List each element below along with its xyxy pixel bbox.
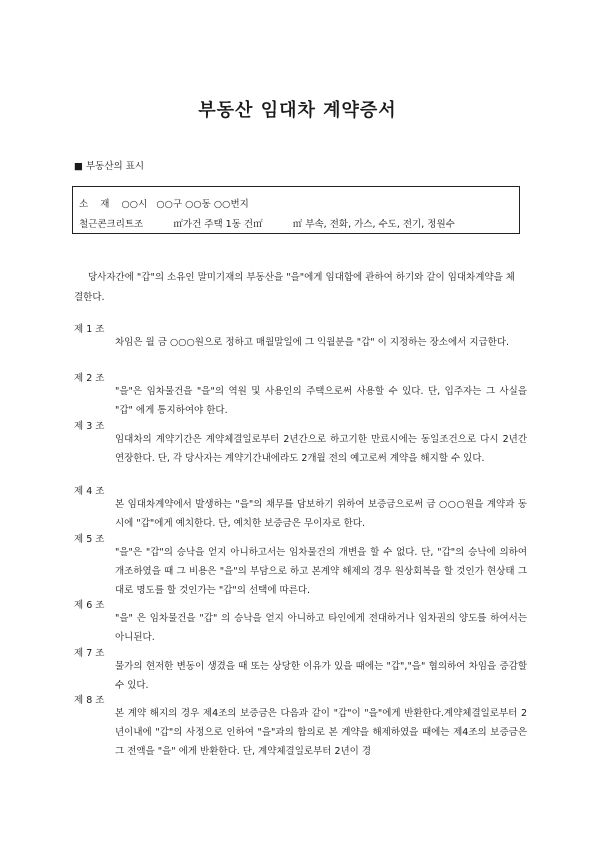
article-5-label: 제 5 조: [74, 534, 105, 545]
property-structure: 철근콘크리트조 ㎡가건 주택 1동 건㎡ ㎡ 부속, 전화, 가스, 수도, 전기, 정원수: [79, 219, 455, 230]
article-4-label: 제 4 조: [74, 486, 105, 497]
article-4-text: 본 임대차계약에서 발생하는 "을"의 채무를 담보하기 위하여 보증금으로써 금 ○○○원을 계약과 동시에 "갑"에게 예치한다. 단, 예치한 보증금은 무이자로 한다.: [115, 499, 527, 529]
property-location: 소 재 ○○시 ○○구 ○○동 ○○번지: [79, 199, 249, 210]
article-3-label: 제 3 조: [74, 421, 105, 432]
article-3-text: 임대차의 계약기간은 계약체결일로부터 2년간으로 하고기한 만료시에는 동일조건으로 다시 2년간 연장한다. 단, 각 당사자는 계약기간내에라도 2개월 전의 예고로써 계약을 해지할 수 있다.: [115, 434, 527, 464]
article-8-label: 제 8 조: [74, 695, 105, 706]
article-1-text: 차임은 월 금 ○○○원으로 정하고 매월말일에 그 익월분을 "갑" 이 지정하는 장소에서 지급한다.: [115, 337, 510, 348]
article-2-label: 제 2 조: [74, 373, 105, 384]
section-heading: ■ 부동산의 표시: [74, 161, 145, 172]
contract-intro: 당사자간에 "갑"의 소유인 말미기재의 부동산을 "을"에게 임대함에 관하여 하기와 같이 임대차계약을 체결한다.: [74, 272, 515, 303]
property-description-box: [72, 186, 520, 234]
article-6-text: "을" 은 임차물건을 "갑" 의 승낙을 얻지 아니하고 타인에게 전대하거나 임차권의 양도를 하여서는 아니된다.: [115, 613, 527, 643]
document-title: 부동산 임대차 계약증서: [198, 100, 397, 121]
article-1-label: 제 1 조: [74, 324, 105, 335]
article-8-text: 본 계약 해지의 경우 제4조의 보증금은 다음과 같이 "갑"이 "을"에게 반환한다.계약체결일로부터 2년이내에 "갑"의 사정으로 인하여 "을"과의 합의로 본 계약을 해제하였을 때에는 제4조의 보증금은 그 전액을 "을" 에게 반환한다. 단, 계약체결일로부터 2년이 경: [115, 708, 527, 757]
article-7-label: 제 7 조: [74, 648, 105, 659]
article-6-label: 제 6 조: [74, 600, 105, 611]
article-5-text: "을"은 "갑"의 승낙을 얻지 아니하고서는 임차물건의 개변을 할 수 없다. 단, "갑"의 승낙에 의하여 개조하였을 때 그 비용은 "을"의 부담으로 하고 본계약 해제의 경우 원상회복을 할 것인가 현상태 그대로 명도를 할 것인가는 "갑"의 선택에 따른다.: [115, 547, 527, 596]
article-2-text: "을"은 임차물건을 "을"의 역원 및 사용인의 주택으로써 사용할 수 있다. 단, 입주자는 그 사실을 "갑" 에게 통지하여야 한다.: [115, 386, 527, 416]
article-7-text: 물가의 현저한 변동이 생겼을 때 또는 상당한 이유가 있을 때에는 "갑","을" 협의하여 차임을 증감할 수 있다.: [115, 661, 527, 691]
